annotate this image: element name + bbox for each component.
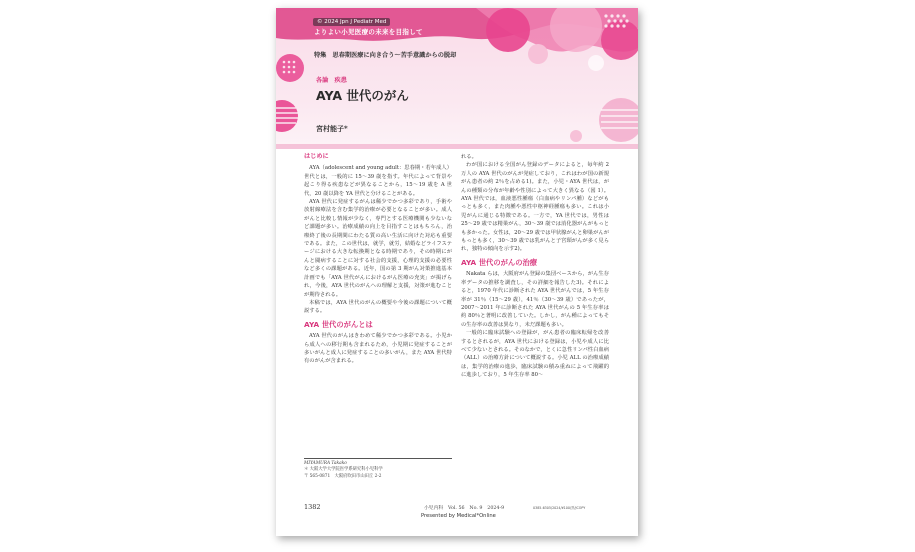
- article-category: 各論 疾患: [316, 77, 347, 84]
- copyright-notice: © 2024 Jpn J Pediatr Med: [313, 18, 390, 26]
- paragraph: 本稿では，AYA 世代のがんの概要や今後の課題について概説する。: [304, 299, 452, 315]
- article-title: AYA 世代のがん: [316, 88, 409, 103]
- page-number: 1382: [304, 503, 321, 511]
- price-code: 0385-6305/2024/¥100/頁/JCOPY: [533, 506, 586, 510]
- section-heading: AYA 世代のがんの治療: [461, 257, 538, 267]
- section-heading: AYA 世代のがんとは: [304, 319, 373, 329]
- paragraph: Nakata らは，大阪府がん登録の集団ベースから，がん生存率データの推移を調査し，その詳細を報告した3)。それによると，1970 年代に診断された AYA 世代がんでは，5 年生存率が 31％（15～29 歳），41％（30～39 歳）であったが，2007～2011 年に診断された AYA 世代がんの 5 年生存率は約 80％と著明に改善していた。しかし，がん種によってもその生存率の改善は異なり，未だ課題も多い。: [461, 271, 609, 328]
- paragraph: AYA 世代に発症するがんは稀少でかつ多彩であり，手術や放射線療法を含む集学的治療が必要となることが多い。成人がんと比較し情報が少なく，専門とする医療機関も少ないなど課題が多い。治療成績の向上を目指すことはもちろん，治療終了後の長期間にわたる質の高い生活に向けた対応も重要である。また，この世代は，就学，就労，結婚などライフステージにおける大きな転換期となる時期であり，その時期にがんと闘病することに対する社会的支援，心理的支援の必要性など多くの課題がある。近年，国の第 3 期がん対策推進基本計画でも「AYA 世代がんにおけるがん医療の充実」が掲げられ，今後，AYA 世代のがんへの理解と支援，対策が進むことが期待される。: [304, 199, 452, 298]
- footnote: [304, 461, 464, 480]
- article-page: [276, 8, 638, 536]
- left-column: [304, 153, 452, 366]
- affiliation: ＊ 大阪大学大学院医学系研究科小児科学: [304, 467, 383, 473]
- paragraph: 一般的に臨床試験への登録が，がん患者の臨床転帰を改善するとされるが，AYA 世代における登録は，小児や成人に比べて少ないとされる。そのなかで，とくに急性リンパ性白血病（ALL）の治療方針について概説する。小児 ALL の治療成績は，集学的治療の進歩，臨床試験の積み重ねによって飛躍的に進歩しており，5 年生存率 80～: [461, 330, 609, 379]
- journal-motto: よりよい小児医療の未来を目指して: [314, 28, 423, 36]
- header-banner: [276, 8, 638, 149]
- address: 〒 565-0871 大阪府吹田市山田丘 2-2: [304, 473, 382, 479]
- paragraph-continuation: れる。: [461, 154, 477, 160]
- feature-line: [314, 50, 456, 59]
- feature-label: 特集: [314, 52, 327, 59]
- footnote-divider: [304, 458, 452, 459]
- paragraph: AYA（adolescent and young adult：思春期・若年成人）世代とは，一般的に 15～39 歳を指す。年代によって背景や起こり得る疾患などが異なることから，15～19 歳を A 世代，20 歳以降を YA 世代と分けることがある。: [304, 165, 452, 197]
- paragraph: AYA 世代のがんはきわめて稀少でかつ多彩である。小児から成人への移行期も含まれるため，小児期に発症することが多いがんと成人に発症することの多いがん，また AYA 世代特有のがんが含まれる。: [304, 333, 452, 365]
- paragraph: わが国における全国がん登録のデータによると，毎年約 2 万人の AYA 世代のがんが発症しており，これはわが国の新規がん患者の約 2％を占める1)。また，小児・AYA 世代は，がんの種類の分布が年齢や性別によって大きく異なる（図 1）。AYA 世代では，血液悪性腫瘍（白血病やリンパ腫）などがもっとも多く，また肉腫や悪性中枢神経腫瘍も多い。これは小児がんに通じる特徴である。一方で，YA 世代では，男性は 25～29 歳では精巣がん，30～39 歳では消化器がんがもっとも多かった。女性は，20～29 歳では甲状腺がんと卵巣がんがもっとも多く，30～39 歳では乳がんと子宮頸がんが多く見られ，独特の傾向を示す2)。: [461, 162, 609, 253]
- feature-title: 思春期医療に向き合う～苦手意識からの脱却: [332, 52, 457, 59]
- right-column: [461, 153, 609, 380]
- journal-citation: 小児内科 Vol. 56 No. 9 2024-9: [424, 506, 505, 511]
- presented-by: Presented by Medical*Online: [421, 513, 496, 519]
- author-romanized: MIYAMURA Takako: [304, 461, 347, 466]
- intro-heading: はじめに: [304, 153, 329, 160]
- author-name: 宮村能子*: [316, 124, 348, 133]
